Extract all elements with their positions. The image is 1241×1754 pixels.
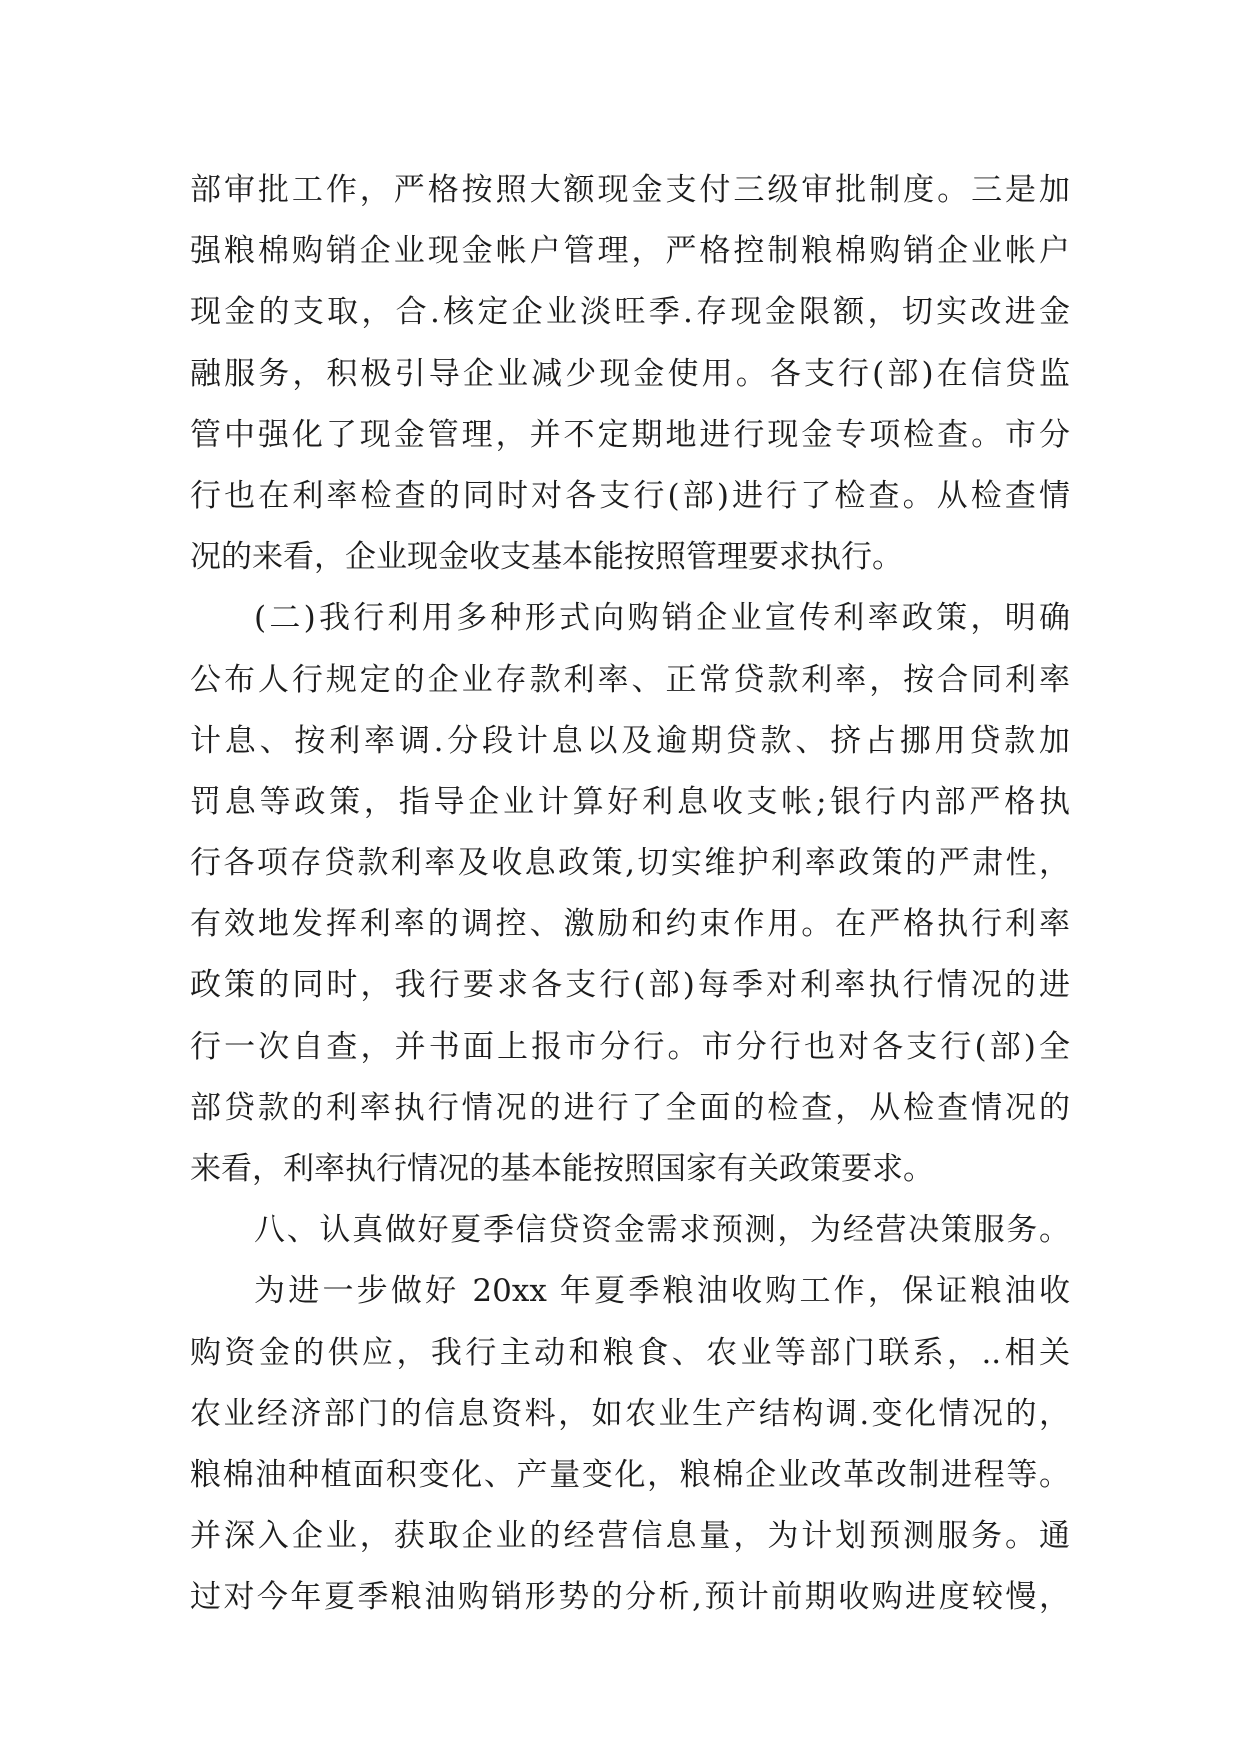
text-line: 现金的支取，合.核定企业淡旺季.存现金限额，切实改进金 — [190, 294, 1070, 331]
text-line: 行一次自查，并书面上报市分行。市分行也对各支行(部)全 — [190, 1028, 1070, 1065]
text-line: 况的来看，企业现金收支基本能按照管理要求执行。 — [190, 539, 903, 576]
text-line: 过对今年夏季粮油购销形势的分析,预计前期收购进度较慢， — [190, 1579, 1070, 1616]
text-line: 强粮棉购销企业现金帐户管理，严格控制粮棉购销企业帐户 — [190, 233, 1070, 270]
text-line: (二)我行利用多种形式向购销企业宣传利率政策，明确 — [254, 600, 1070, 637]
text-line: 农业经济部门的信息资料，如农业生产结构调.变化情况的， — [190, 1395, 1070, 1432]
text-line: 管中强化了现金管理，并不定期地进行现金专项检查。市分 — [190, 416, 1070, 453]
text-line: 有效地发挥利率的调控、激励和约束作用。在严格执行利率 — [190, 906, 1070, 943]
text-line: 部审批工作，严格按照大额现金支付三级审批制度。三是加 — [190, 172, 1070, 208]
text-line: 部贷款的利率执行情况的进行了全面的检查，从检查情况的 — [190, 1089, 1070, 1126]
text-line: 公布人行规定的企业存款利率、正常贷款利率，按合同利率 — [190, 661, 1070, 698]
text-line: 计息、按利率调.分段计息以及逾期贷款、挤占挪用贷款加 — [190, 722, 1070, 759]
text-line: 行也在利率检查的同时对各支行(部)进行了检查。从检查情 — [190, 477, 1070, 514]
text-line: 八、认真做好夏季信贷资金需求预测，为经营决策服务。 — [254, 1212, 1070, 1249]
text-line: 行各项存贷款利率及收息政策,切实维护利率政策的严肃性， — [190, 845, 1070, 882]
text-line: 政策的同时，我行要求各支行(部)每季对利率执行情况的进 — [190, 967, 1070, 1004]
text-line: 融服务，积极引导企业减少现金使用。各支行(部)在信贷监 — [190, 355, 1070, 392]
text-line: 来看，利率执行情况的基本能按照国家有关政策要求。 — [190, 1151, 934, 1187]
text-line: 并深入企业，获取企业的经营信息量，为计划预测服务。通 — [190, 1518, 1070, 1555]
text-line: 购资金的供应，我行主动和粮食、农业等部门联系，..相关 — [190, 1334, 1070, 1371]
text-line: 罚息等政策，指导企业计算好利息收支帐;银行内部严格执 — [190, 783, 1070, 820]
text-line: 为进一步做好 20xx 年夏季粮油收购工作，保证粮油收 — [254, 1273, 1070, 1310]
document-body — [190, 160, 1070, 1629]
text-line: 粮棉油种植面积变化、产量变化，粮棉企业改革改制进程等。 — [190, 1456, 1070, 1493]
